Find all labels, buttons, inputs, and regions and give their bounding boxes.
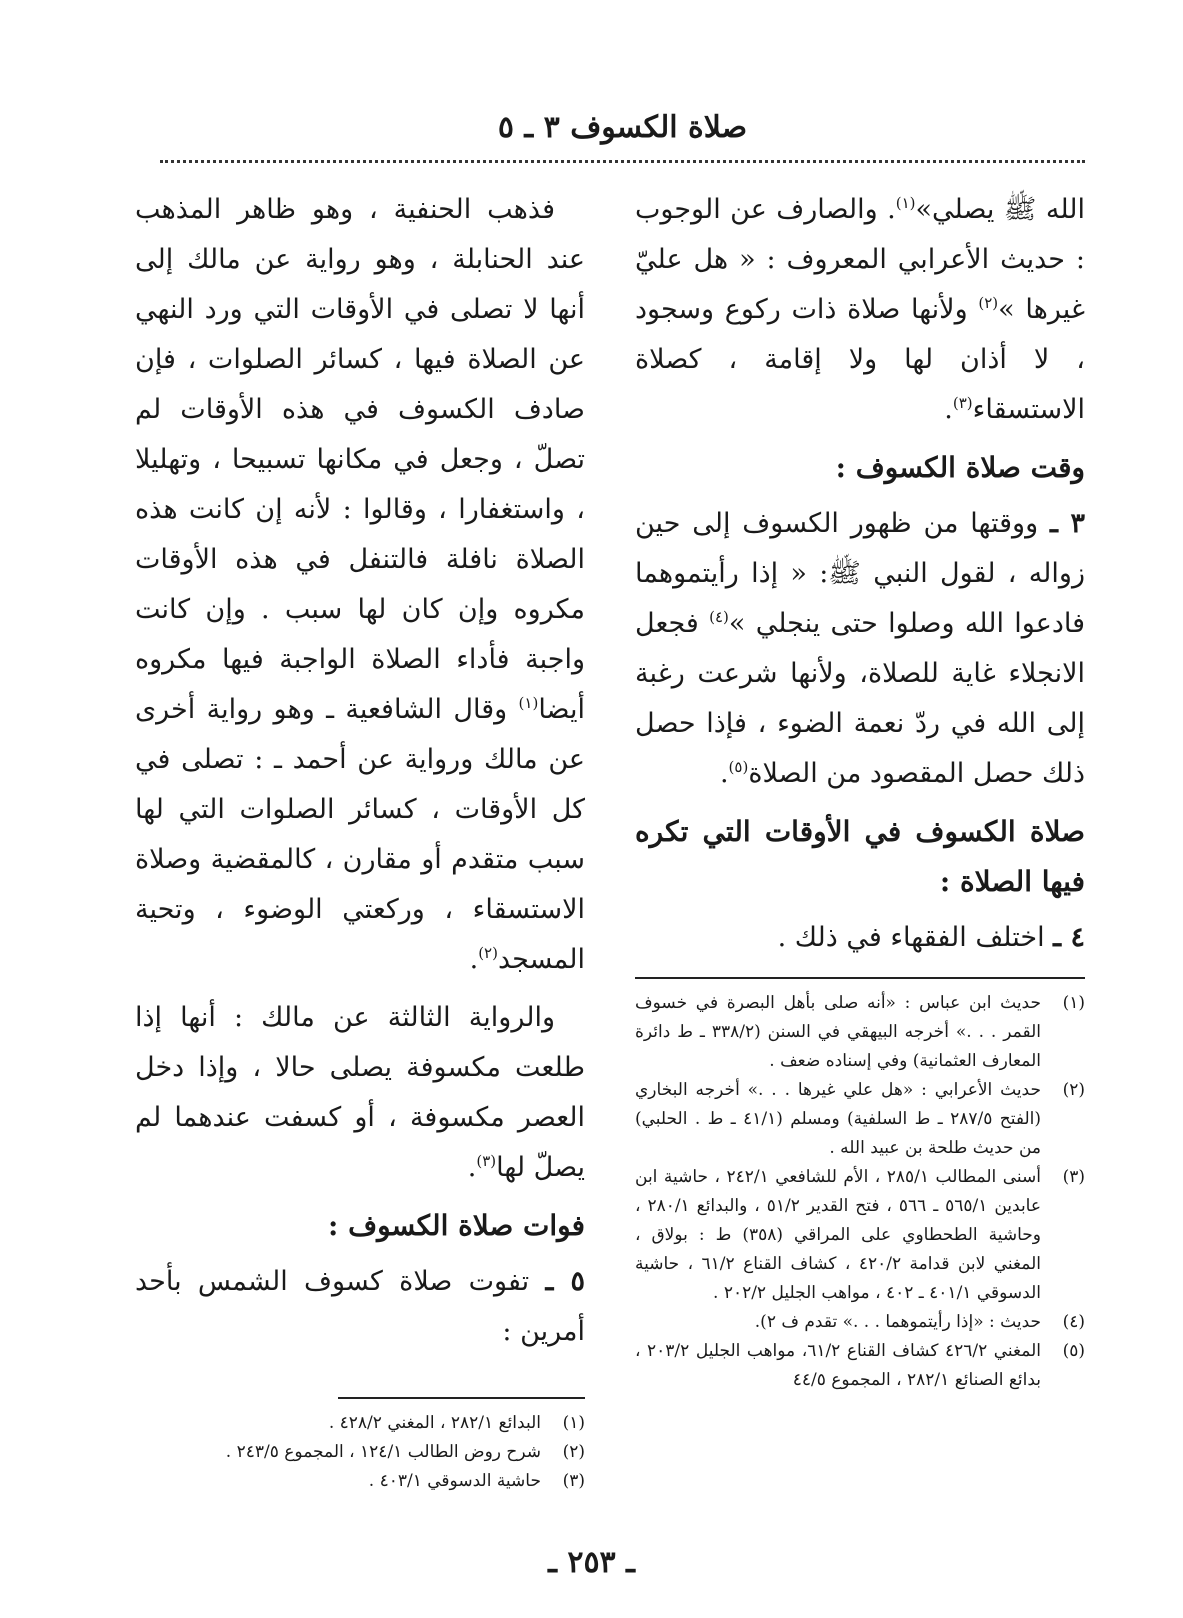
footnote-divider (338, 1397, 586, 1399)
footnote-ref: (٢) (478, 944, 498, 962)
footnote-ref: (٤) (709, 608, 729, 626)
right-footnotes (635, 989, 1085, 1395)
paragraph-number: ٥ ـ (545, 1266, 585, 1297)
left-footnotes (135, 1409, 585, 1496)
footnote-item (635, 1308, 1085, 1337)
left-column (135, 185, 585, 1496)
footnote-number: (٢) (562, 1442, 585, 1462)
paragraph-number: ٣ ـ (1049, 508, 1085, 539)
page-number: ـ ٢٥٣ ـ (548, 1545, 635, 1580)
footnote-ref: (٢) (978, 294, 999, 312)
footnote-item (635, 1163, 1085, 1308)
page-header-title: صلاة الكسوف ٣ ـ ٥ (497, 110, 748, 145)
text-span: . والصارف عن الوجوب : حديث الأعرابي المعروف : « هل عليّ غيرها » (635, 194, 1085, 325)
text-span: الله ﷺ يصلي» (915, 194, 1085, 225)
right-column (635, 185, 1085, 1395)
footnote-item (135, 1409, 585, 1438)
footnote-text: حديث الأعرابي : «هل علي غيرها . . .» أخرجه البخاري (الفتح ٢٨٧/٥ ـ ط السلفية) ومسلم (٤١/١ ـ ط . الحلبي) من حديث طلحة بن عبيد الله . (635, 1080, 1041, 1158)
footnote-text: البدائع ٢٨٢/١ ، المغني ٤٢٨/٢ . (328, 1413, 541, 1433)
footnote-ref: (٣) (952, 394, 973, 412)
footnote-item (135, 1467, 585, 1496)
footnote-ref: (٣) (476, 1152, 497, 1170)
left-paragraph-3 (135, 1257, 585, 1357)
right-paragraph-2 (635, 499, 1085, 799)
footnote-item (635, 1076, 1085, 1163)
footnote-number: (١) (1062, 993, 1085, 1013)
right-paragraph-1 (635, 185, 1085, 435)
text-span: وقال الشافعية ـ وهو رواية أخرى عن مالك ورواية عن أحمد ـ : تصلى في كل الأوقات ، كسائر الصلوات التي لها سبب متقدم أو مقارن ، كالمقضية وصلاة الاستسقاء ، وركعتي الوضوء ، وتحية المسجد (135, 694, 585, 975)
footnote-text: شرح روض الطالب ١٢٤/١ ، المجموع ٢٤٣/٥ . (225, 1442, 541, 1462)
footnote-item (635, 1337, 1085, 1395)
footnote-number: (٢) (1062, 1080, 1085, 1100)
footnote-number: (٥) (1062, 1341, 1085, 1361)
footnote-item (135, 1438, 585, 1467)
footnote-text: حديث : «إذا رأيتموهما . . .» تقدم ف ٢). (754, 1312, 1041, 1332)
text-span: . (469, 944, 479, 975)
footnote-ref: (٥) (728, 758, 749, 776)
footnote-ref: (١) (895, 194, 916, 212)
footnote-text: أسنى المطالب ٢٨٥/١ ، الأم للشافعي ٢٤٢/١ ، حاشية ابن عابدين ٥٦٥/١ ـ ٥٦٦ ، فتح القدير ٥١/٢ ، والبدائع ٢٨٠/١ ، وحاشية الطحطاوي على المراقي (٣٥٨) ط : بولاق ، المغني لابن قدامة ٤٢٠/٢ ، كشاف القناع ٦١/٢ ، حاشية الدسوقي ٤٠١/١ ـ ٤٠٢ ، مواهب الجليل ٢٠٢/٢ . (635, 1167, 1042, 1303)
footnote-item (635, 989, 1085, 1076)
right-paragraph-3 (635, 913, 1085, 963)
text-span: فجعل الانجلاء غاية للصلاة، ولأنها شرعت رغبة إلى الله في ردّ نعمة الضوء ، فإذا حصل ذلك حصل المقصود من الصلاة (635, 608, 1085, 789)
text-span: فذهب الحنفية ، وهو ظاهر المذهب عند الحنابلة ، وهو رواية عن مالك إلى أنها لا تصلى في الأوقات التي ورد النهي عن الصلاة فيها ، كسائر الصلوات ، فإن صادف الكسوف في هذه الأوقات لم تصلّ ، وجعل في مكانها تسبيحا ، وتهليلا ، واستغفارا ، وقالوا : لأنه إن كانت هذه الصلاة نافلة فالتنفل في هذه الأوقات مكروه وإن كان لها سبب . وإن كانت واجبة فأداء الصلاة الواجبة فيها مكروه أيضا (135, 194, 585, 725)
footnote-number: (٣) (1062, 1167, 1085, 1187)
footnote-text: حديث ابن عباس : «أنه صلى بأهل البصرة في خسوف القمر . . .» أخرجه البيهقي في السنن (٣٣٨/٢ ـ ط دائرة المعارف العثمانية) وفي إسناده ضعف . (635, 993, 1041, 1071)
text-span: ولأنها صلاة ذات ركوع وسجود ، لا أذان لها ولا إقامة ، كصلاة الاستسقاء (635, 294, 1085, 425)
section-heading-missing: فوات صلاة الكسوف : (328, 1209, 585, 1242)
footnote-text: حاشية الدسوقي ٤٠٣/١ . (368, 1471, 541, 1491)
footnote-divider (635, 977, 1085, 979)
text-span: . (719, 758, 729, 789)
text-span: . (944, 394, 953, 425)
footnote-number: (٤) (1062, 1312, 1085, 1332)
left-paragraph-1 (135, 185, 585, 985)
section-heading-disliked-times: صلاة الكسوف في الأوقات التي تكره فيها الصلاة : (635, 815, 1085, 898)
section-heading-time: وقت صلاة الكسوف : (835, 451, 1085, 484)
footnote-text: المغني ٤٢٦/٢ كشاف القناع ٦١/٢، مواهب الجليل ٢٠٣/٢ ، بدائع الصنائع ٢٨٢/١ ، المجموع ٤٤/٥ (635, 1341, 1041, 1390)
text-span: والرواية الثالثة عن مالك : أنها إذا طلعت مكسوفة يصلى حالا ، وإذا دخل العصر مكسوفة ، أو كسفت عندهما لم يصلّ لها (135, 1002, 585, 1183)
text-span: ووقتها من ظهور الكسوف إلى حين زواله ، لقول النبي ﷺ: « إذا رأيتموهما فادعوا الله وصلوا حتى ينجلي » (635, 508, 1085, 639)
text-span: تفوت صلاة كسوف الشمس بأحد أمرين : (135, 1266, 585, 1347)
left-paragraph-2 (135, 993, 585, 1193)
footnote-number: (٣) (562, 1471, 585, 1491)
header-divider (160, 160, 1085, 163)
text-span: اختلف الفقهاء في ذلك . (777, 922, 1054, 953)
footnote-ref: (١) (518, 694, 539, 712)
footnote-number: (١) (562, 1413, 585, 1433)
text-span: . (467, 1152, 477, 1183)
paragraph-number: ٤ ـ (1053, 922, 1085, 953)
